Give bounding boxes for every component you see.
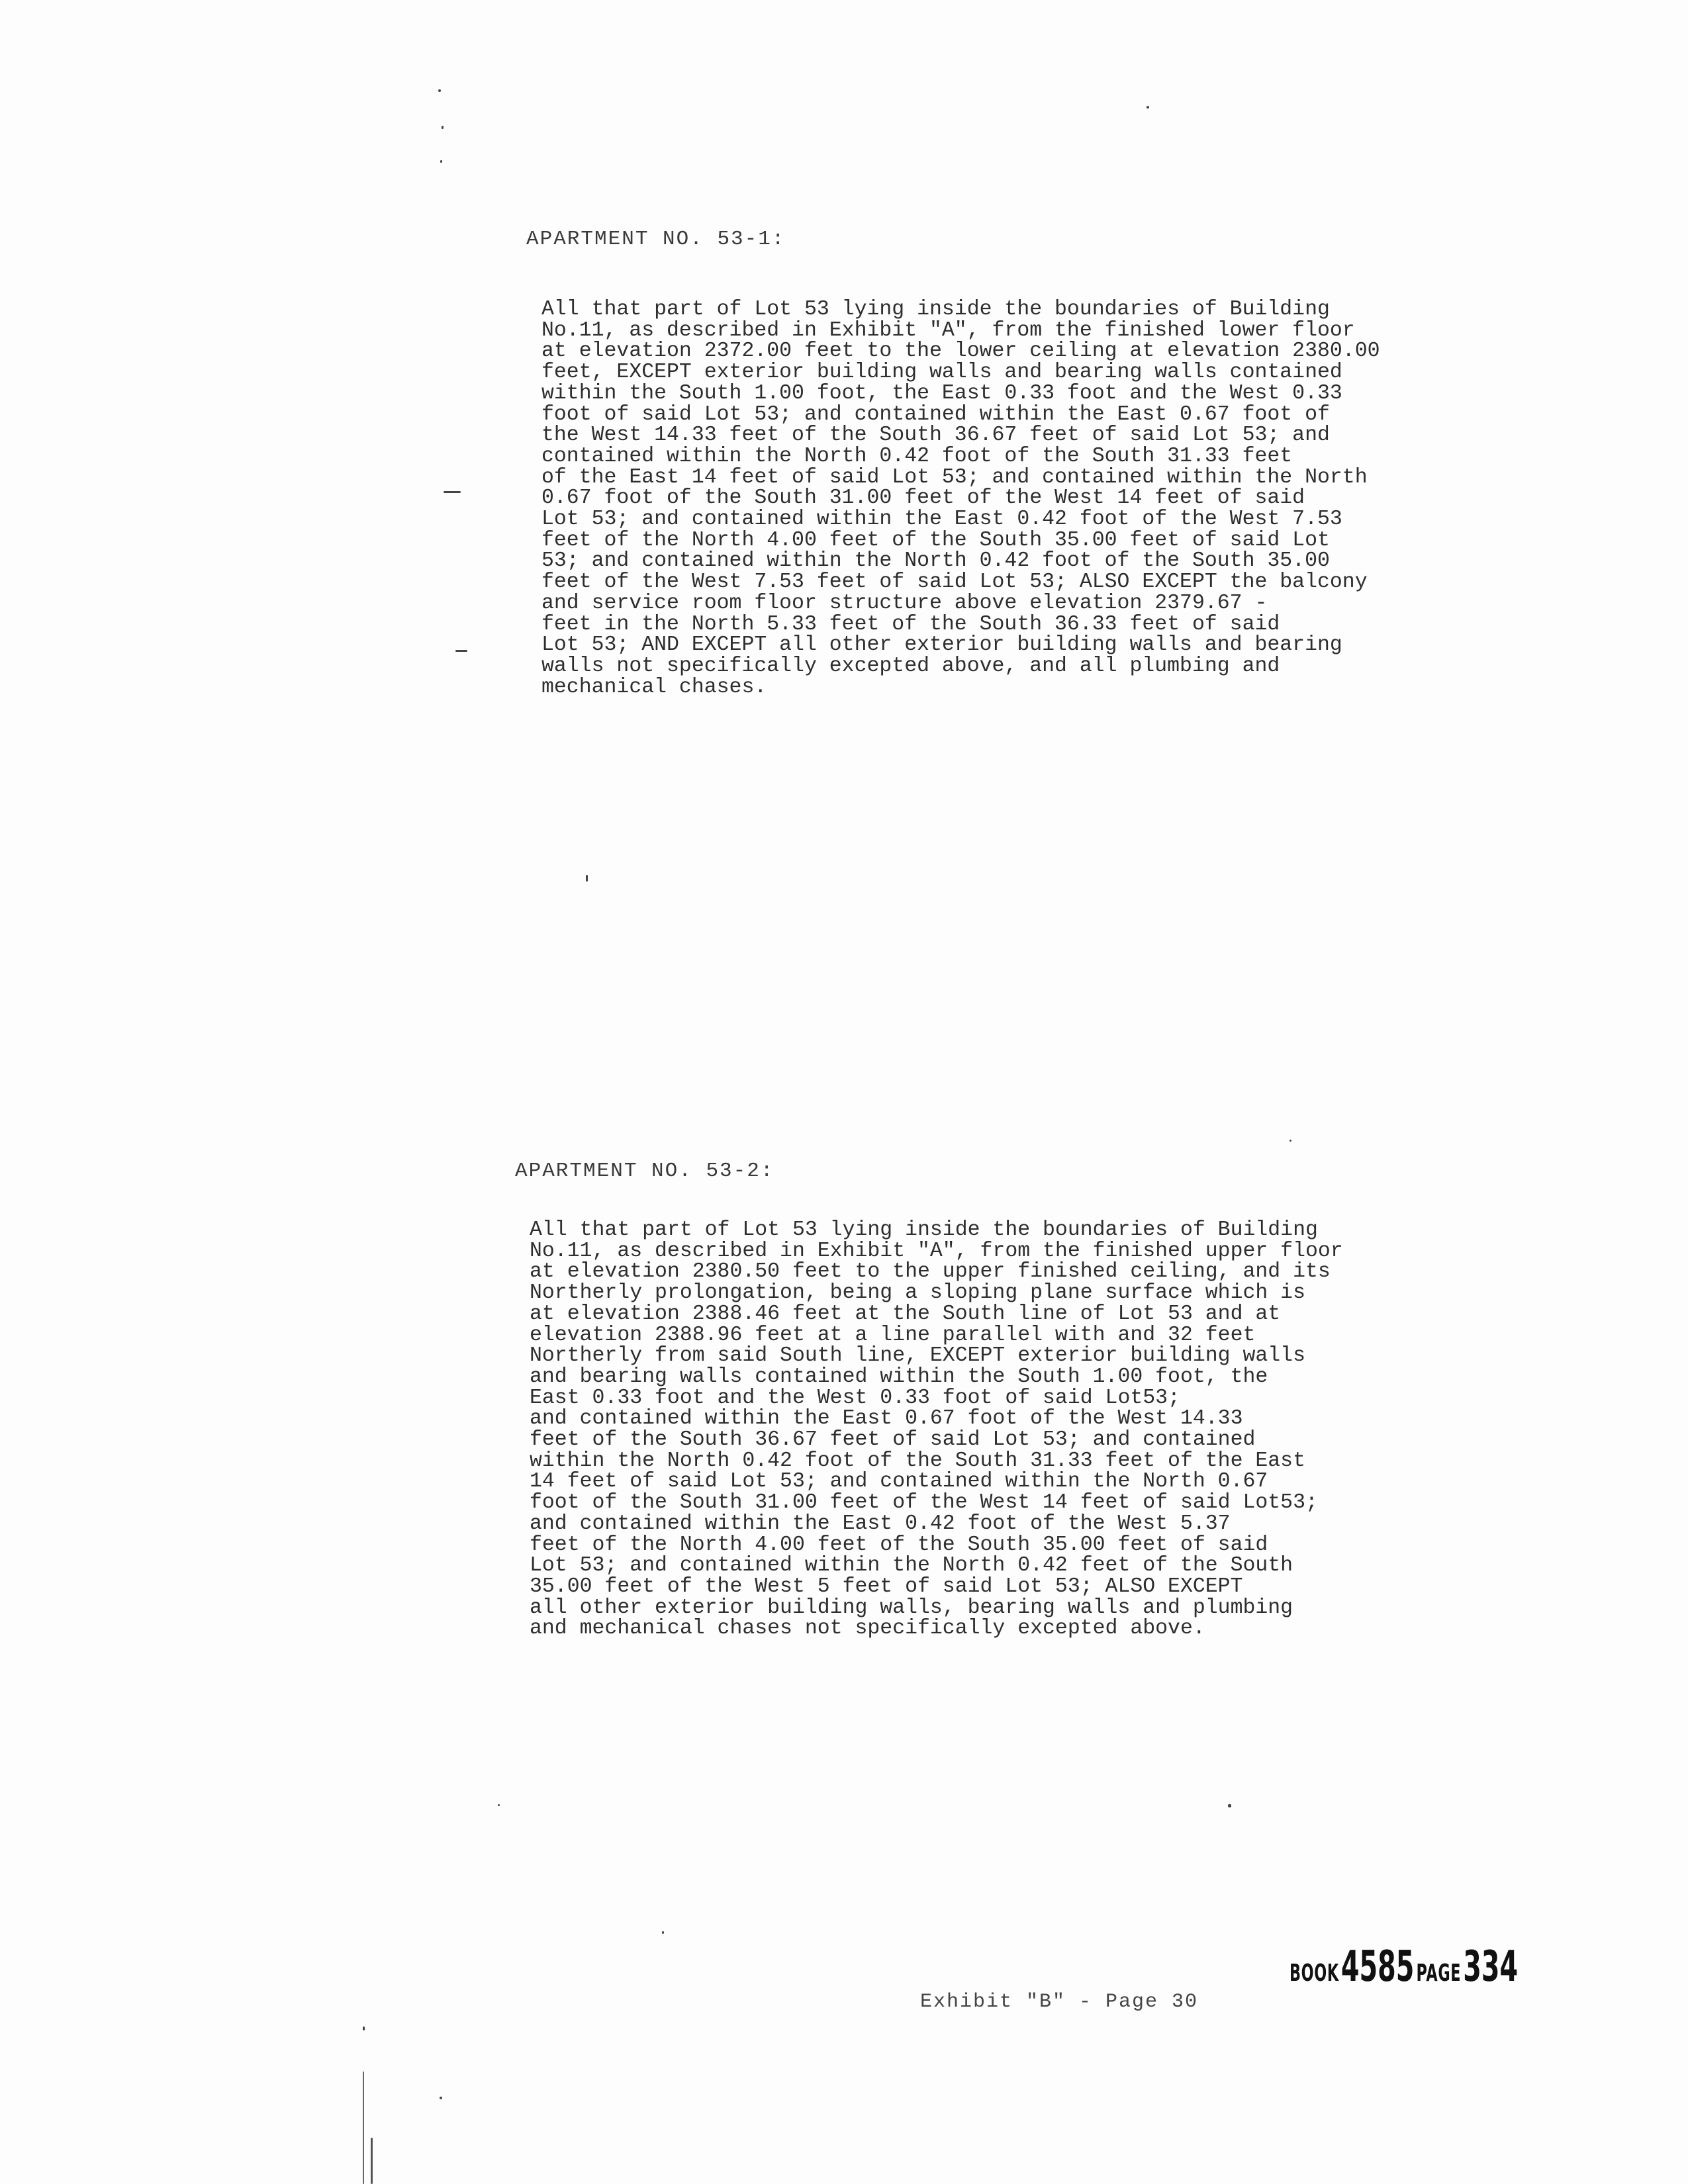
scan-speck bbox=[1289, 1140, 1291, 1142]
book-label: BOOK bbox=[1289, 1960, 1339, 1987]
scan-speck bbox=[438, 89, 441, 92]
scan-speck bbox=[1228, 1804, 1231, 1807]
book-number: 4585 bbox=[1340, 1942, 1415, 1991]
scan-speck bbox=[498, 1804, 500, 1806]
scan-speck bbox=[1147, 106, 1149, 109]
exhibit-page-footer: Exhibit "B" - Page 30 bbox=[920, 1991, 1199, 2013]
scan-speck bbox=[440, 2097, 442, 2099]
section-heading-53-2: APARTMENT NO. 53-2: bbox=[515, 1160, 774, 1183]
scan-speck bbox=[455, 650, 467, 652]
margin-line bbox=[371, 2138, 373, 2184]
margin-line bbox=[363, 2071, 364, 2184]
section-heading-53-1: APARTMENT NO. 53-1: bbox=[526, 228, 786, 251]
scan-speck bbox=[662, 1931, 664, 1934]
legal-description-53-2: All that part of Lot 53 lying inside the boundaries of Building No.11, as described in Exhibit "A", from the finished upper floor at elevation 2380.50 feet to the upper finished ceiling, and its Northerly prolongation, being a sloping plane surface which is at elevation 2388.46 feet at the South line of Lot 53 and at elevation 2388.96 feet at a line parallel with and 32 feet Northerly from said South line, EXCEPT exterior building walls and bearing walls contained within the South 1.00 foot, the East 0.33 foot and the West 0.33 foot of said Lot53; and contained within the East 0.67 foot of the West 14.33 feet of the South 36.67 feet of said Lot 53; and contained within the North 0.42 foot of the South 31.33 feet of the East 14 feet of said Lot 53; and contained within the North 0.67 foot of the South 31.00 feet of the West 14 feet of said Lot53; and contained within the East 0.42 foot of the West 5.37 feet of the North 4.00 feet of the South 35.00 feet of said Lot 53; and contained within the North 0.42 feet of the South 35.00 feet of the West 5 feet of said Lot 53; ALSO EXCEPT all other exterior building walls, bearing walls and plumbing and mechanical chases not specifically excepted above. bbox=[530, 1218, 1343, 1641]
book-page-stamp bbox=[1289, 1942, 1518, 1991]
scan-speck bbox=[444, 491, 461, 493]
page-number: 334 bbox=[1463, 1942, 1519, 1991]
legal-description-53-1: All that part of Lot 53 lying inside the boundaries of Building No.11, as described in Exhibit "A", from the finished lower floor at elevation 2372.00 feet to the lower ceiling at elevation 2380.00 feet, EXCEPT exterior building walls and bearing walls contained within the South 1.00 foot, the East 0.33 foot and the West 0.33 foot of said Lot 53; and contained within the East 0.67 foot of the West 14.33 feet of the South 36.67 feet of said Lot 53; and contained within the North 0.42 foot of the South 31.33 feet of the East 14 feet of said Lot 53; and contained within the North 0.67 foot of the South 31.00 feet of the West 14 feet of said Lot 53; and contained within the East 0.42 foot of the West 7.53 feet of the North 4.00 feet of the South 35.00 feet of said Lot 53; and contained within the North 0.42 foot of the South 35.00 feet of the West 7.53 feet of said Lot 53; ALSO EXCEPT the balcony and service room floor structure above elevation 2379.67 - feet in the North 5.33 feet of the South 36.33 feet of said Lot 53; AND EXCEPT all other exterior building walls and bearing walls not specifically excepted above, and all plumbing and mechanical chases. bbox=[541, 298, 1380, 699]
scan-speck bbox=[442, 126, 444, 129]
scan-speck bbox=[363, 2026, 365, 2030]
scan-speck bbox=[586, 875, 588, 882]
scan-speck bbox=[440, 160, 442, 163]
page-label: PAGE bbox=[1416, 1960, 1462, 1987]
